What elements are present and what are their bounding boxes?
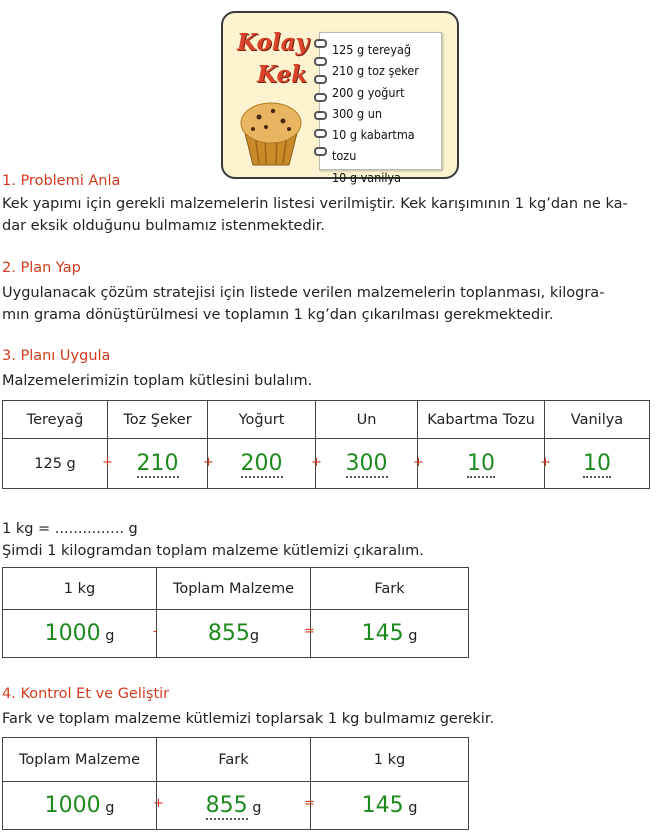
check-table bbox=[2, 737, 469, 830]
column-header: Un bbox=[316, 401, 418, 439]
ingredient-list bbox=[332, 39, 441, 188]
unit-label: g bbox=[105, 800, 115, 816]
column-header: 1 kg bbox=[3, 568, 157, 610]
column-header: Kabartma Tozu bbox=[418, 401, 545, 439]
answer-one-kg: 145 bbox=[361, 793, 404, 818]
unit-label: g bbox=[105, 628, 115, 644]
column-header: Yoğurt bbox=[208, 401, 316, 439]
minus-sign: - bbox=[153, 624, 158, 639]
given-value: 125 g bbox=[3, 439, 108, 489]
ingredient-item: 200 g yoğurt bbox=[332, 84, 405, 100]
answer-kabartma-tozu: 10 bbox=[467, 451, 495, 476]
step1-text-line2: dar eksik olduğunu bulmamız istenmektedir. bbox=[2, 218, 325, 234]
difference-table bbox=[2, 567, 469, 658]
column-header: Fark bbox=[311, 568, 469, 610]
answer-vanilya: 10 bbox=[583, 451, 611, 476]
kg-conversion-line: 1 kg = ............... g bbox=[2, 521, 138, 537]
card-title-line1: Kolay bbox=[237, 29, 309, 56]
recipe-card bbox=[221, 11, 459, 185]
step4-intro: Fark ve toplam malzeme kütlemizi toplarsak 1 kg bulmamız gerekir. bbox=[2, 711, 495, 727]
answer-un: 300 bbox=[345, 451, 388, 476]
plus-sign: + bbox=[153, 796, 164, 811]
muffin-icon bbox=[233, 93, 309, 169]
ingredients-sum-table bbox=[2, 400, 650, 489]
step2-text-line1: Uygulanacak çözüm stratejisi için listede verilen malzemelerin toplanması, kilogra- bbox=[2, 285, 605, 301]
equals-sign: = bbox=[304, 796, 315, 811]
column-header: Vanilya bbox=[545, 401, 650, 439]
step3-intro: Malzemelerimizin toplam kütlesini bulalım. bbox=[2, 373, 313, 389]
recipe-note bbox=[319, 32, 442, 185]
plus-sign: + bbox=[311, 455, 322, 470]
column-header: Fark bbox=[157, 738, 311, 782]
ingredient-item: 210 g toz şeker bbox=[332, 63, 419, 79]
plus-sign: + bbox=[413, 455, 424, 470]
ingredient-item: 10 g kabartma tozu bbox=[332, 127, 415, 164]
answer-total: 1000 bbox=[44, 793, 101, 818]
step1-text-line1: Kek yapımı için gerekli malzemelerin listesi verilmiştir. Kek karışımının 1 kg’dan ne ka- bbox=[2, 196, 628, 212]
answer-one-kg: 1000 bbox=[44, 621, 101, 646]
subtract-intro: Şimdi 1 kilogramdan toplam malzeme kütlemizi çıkaralım. bbox=[2, 543, 424, 559]
ingredient-item: 10 g vanilya bbox=[332, 169, 402, 185]
step2-heading: 2. Plan Yap bbox=[2, 260, 81, 276]
plus-sign: + bbox=[203, 455, 214, 470]
step2-text-line2: mın grama dönüştürülmesi ve toplamın 1 kg’dan çıkarılması gerekmektedir. bbox=[2, 307, 554, 323]
column-header: 1 kg bbox=[311, 738, 469, 782]
column-header: Toz Şeker bbox=[108, 401, 208, 439]
column-header: Toplam Malzeme bbox=[3, 738, 157, 782]
answer-difference: 855 bbox=[205, 793, 248, 818]
answer-difference: 145 bbox=[361, 621, 404, 646]
ingredient-item: 300 g un bbox=[332, 105, 382, 121]
unit-label: g bbox=[249, 628, 260, 644]
answer-toz-seker: 210 bbox=[136, 451, 179, 476]
answer-total: 855 bbox=[207, 621, 250, 646]
column-header: Toplam Malzeme bbox=[157, 568, 311, 610]
card-title-line2: Kek bbox=[257, 61, 308, 88]
unit-label: g bbox=[252, 800, 262, 816]
plus-sign: + bbox=[540, 455, 551, 470]
ingredient-item: 125 g tereyağ bbox=[332, 42, 412, 57]
plus-sign: + bbox=[102, 455, 113, 470]
answer-yogurt: 200 bbox=[240, 451, 283, 476]
unit-label: g bbox=[408, 800, 418, 816]
equals-sign: = bbox=[304, 624, 315, 639]
column-header: Tereyağ bbox=[3, 401, 108, 439]
step1-heading: 1. Problemi Anla bbox=[2, 173, 121, 189]
step3-heading: 3. Planı Uygula bbox=[2, 348, 111, 364]
step4-heading: 4. Kontrol Et ve Geliştir bbox=[2, 686, 170, 702]
unit-label: g bbox=[408, 628, 418, 644]
